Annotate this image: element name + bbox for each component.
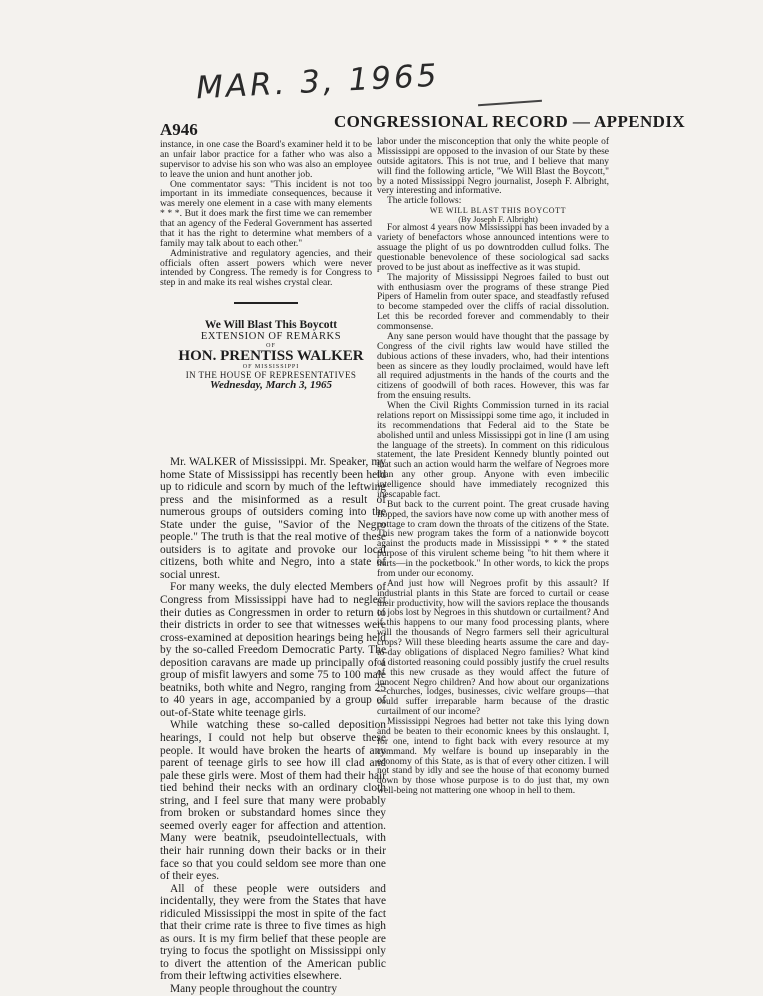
running-head: CONGRESSIONAL RECORD — APPENDIX bbox=[334, 112, 686, 131]
article-byline: (By Joseph F. Albright) bbox=[458, 214, 538, 225]
paragraph: Mr. WALKER of Mississippi. Mr. Speaker, my home State of Mississippi has recently been held up to ridicule and scorn by much of the leftwing press and the misinformed as a result of numerous groups of outsiders coming into the State under the guise, "Savior of the Negro people." The truth is that the real motive of these outsiders is to agitate and provoke our local citizens, both white and Negro, into a state of social unrest. bbox=[160, 456, 386, 581]
paragraph: And just how will Negroes profit by this assault? If industrial plants in this State are forced to curtail or cease their productivity, how will the saviors replace the thousands of jobs lost by Negroes in this shutdown or curtailment? And if this happens to our many food processing plants, where will the thousands of Negro farmers sell their agricultural crops? Will these bleeding hearts assume the care and day-to-day obligations of displaced Negro families? What kind of distorted reasoning could possibly justify the cruel results of this new crusade as they would affect the future of innocent Negro children? And how about our organizations—churches, lodges, businesses, civic welfare groups—that could suffer irreparable harm because of the drastic curtailment of our income? bbox=[377, 578, 609, 718]
house-label: IN THE HOUSE OF REPRESENTATIVES bbox=[185, 369, 357, 380]
paragraph: For almost 4 years now Mississippi has been invaded by a variety of benefactors whose announced intentions were to assuage the plight of us po downtrodden cullud folks. The questionable benevolence of these sociological sad sacks proved to be just about as ineffective as it was stupid. bbox=[377, 223, 609, 273]
left-column-bottom bbox=[160, 456, 386, 996]
paragraph: instance, in one case the Board's examiner held it to be an unfair labor practice for a father who was also a supervisor to advise his son who was also an employee to leave the union and hunt another job. bbox=[160, 139, 372, 180]
paragraph: The article follows: bbox=[387, 196, 462, 207]
paragraph: Many people throughout the country bbox=[170, 982, 338, 995]
paragraph: One commentator says: "This incident is not too important in its immediate consequences, because it was merely one element in a case with many elements * * *. But it does mark the first time we can remember that an agency of the Federal Government has asserted that it has the right to determine what members of a family may talk about to each other." bbox=[160, 178, 372, 249]
section-divider bbox=[234, 302, 298, 304]
extension-heading: EXTENSION OF REMARKS bbox=[200, 330, 342, 342]
paragraph: Any sane person would have thought that the passage by Congress of the civil rights law would have stilled the dubious actions of these invaders, who, had their intentions been as sincere as they loudly proclaimed, would have left all required adjustments in the hands of the courts and the citizens of goodwill of both races. However, this was far from the ensuing results. bbox=[377, 331, 609, 402]
page-number: A946 bbox=[160, 120, 198, 139]
right-column bbox=[377, 138, 609, 797]
paragraph: The majority of Mississippi Negroes failed to bust out with enthusiasm over the programs of these strange Pied Pipers of Hamelin from outer space, and steadfastly refused to become stampeded over the cliffs of racial dissolution. Let this be recorded forever and commendably to their commonsense. bbox=[377, 272, 609, 333]
of-label: OF bbox=[266, 342, 276, 349]
article-title: WE WILL BLAST THIS BOYCOTT bbox=[429, 206, 567, 216]
session-date: Wednesday, March 3, 1965 bbox=[210, 378, 332, 391]
handwritten-date-annotation: MAR. 3, 1965 bbox=[195, 57, 441, 107]
paragraph: All of these people were outsiders and incidentally, they were from the States that have ridiculed Mississippi the most in spite of the fact that their crime rate is three to five times as high as ours. It is my firm belief that these people are trying to focus the spotlight on Mississippi only to divert the attention of the American public from their leftwing activities elsewhere. bbox=[160, 882, 386, 983]
paragraph: labor under the misconception that only the white people of Mississippi are opposed to the invasion of our State by these outside agitators. This is not true, and I believe that many will find the following article, "We Will Blast the Boycott," by a noted Mississippi Negro journalist, Joseph F. Albright, very interesting and informative. bbox=[377, 137, 609, 197]
extension-title: We Will Blast This Boycott bbox=[204, 319, 338, 332]
paragraph: Mississippi Negroes had better not take this lying down and be beaten to their economic knees by this onslaught. I, for one, intend to fight back with every resource at my command. My welfare is bound up inseparably in the economy of this State, as is that of every other citizen. I will not stand by idly and see the house of that economy burned down by those whose purpose is to do just that, my own well-being not mattering one whoop in hell to them. bbox=[377, 717, 609, 797]
member-name: HON. PRENTISS WALKER bbox=[178, 347, 364, 364]
paragraph: While watching these so-called deposition hearings, I could not help but observe these people. It would have broken the hearts of any parent of teenage girls to see how ill clad and pale these girls were. Most of them had their hair tied behind their necks with an ordinary cloth string, and I feel sure that many were probably from broken or substandard homes since they seemed overly eager for affection and attention. Many were beatnik, pseudointellectuals, with their hair running down their backs or in their face so that you could seldom see more than one of their eyes. bbox=[160, 719, 386, 883]
paragraph: When the Civil Rights Commission turned in its racial relations report on Mississippi some time ago, it included in its recommendations that Federal aid to the State be abolished until and unless Mississippi got in line (I am using the language of the streets). In comment on this ridiculous statement, the late President Kennedy bluntly pointed out that such an action would harm the welfare of Negroes more than any other group. Anyone with even imbecilic intelligence should have immediately recognized this inescapable fact. bbox=[377, 401, 609, 500]
paragraph: But back to the current point. The great crusade having flopped, the saviors have now come up with another mess of pottage to cram down the throats of the citizens of the State. This new program takes the form of a nationwide boycott against the products made in Mississippi * * * the stated purpose of this virulent scheme being "to hit them where it hurts—in the pocketbook." In other words, to kick the props from under our economy. bbox=[377, 499, 609, 579]
pen-stroke bbox=[478, 100, 542, 106]
left-column-top bbox=[160, 140, 372, 391]
member-state: OF MISSISSIPPI bbox=[242, 364, 300, 371]
paragraph: Administrative and regulatory agencies, and their officials often assert powers which were never intended by Congress. The remedy is for Congress to step in and make its real wishes crystal clear. bbox=[160, 247, 372, 289]
paragraph: For many weeks, the duly elected Members of Congress from Mississippi have had to neglect their duties as Congressmen in order to return to their districts in order to see that witnesses were cross-examined at deposition hearings being held by the so-called Freedom Democratic Party. The deposition caravans are made up principally of a group of misfit lawyers and some 75 to 100 male beatniks, both white and Negro, ranging from 25 to 40 years in age, accompanied by a group of out-of-State white teenage girls. bbox=[160, 581, 386, 719]
